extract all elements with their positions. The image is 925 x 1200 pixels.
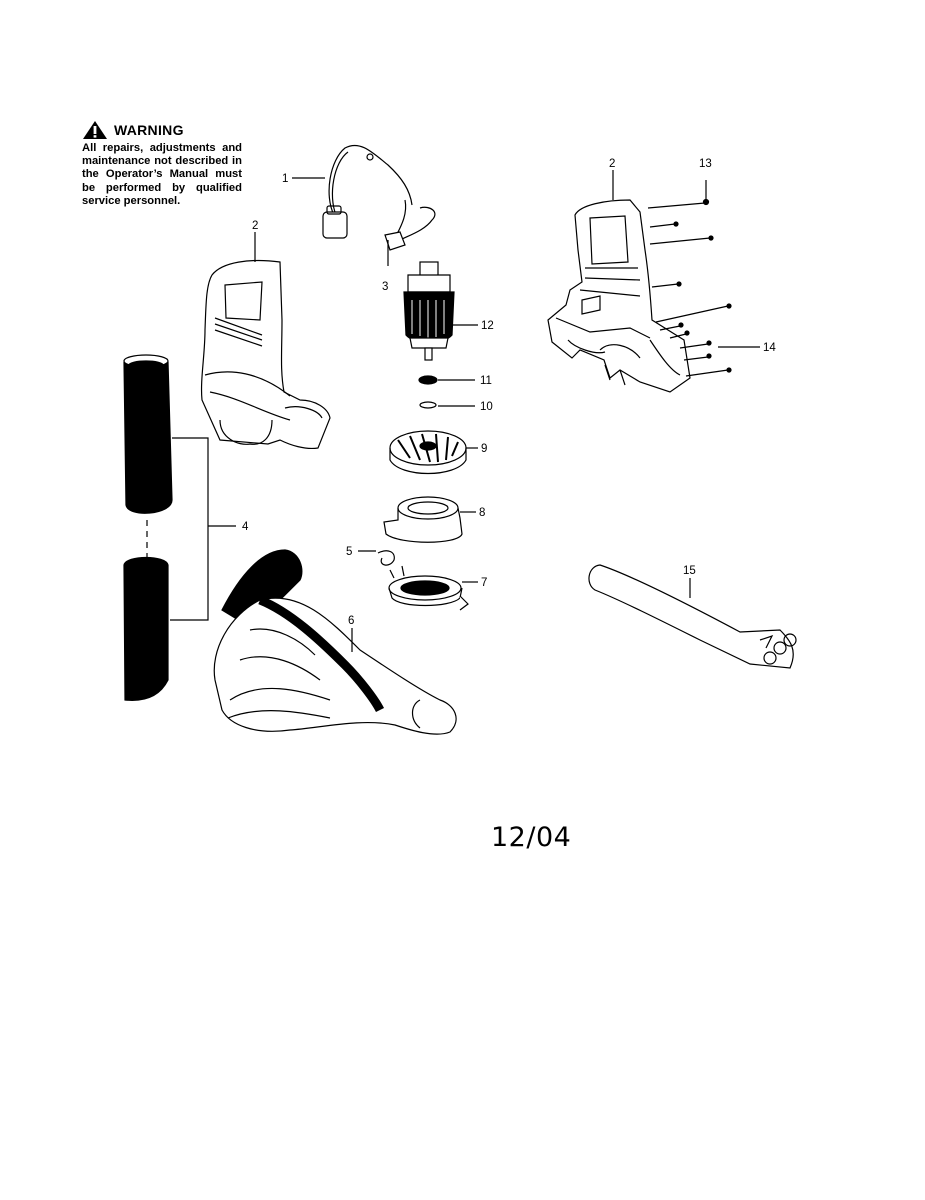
leader-lines: [255, 170, 760, 652]
callout-11: 11: [480, 375, 492, 387]
callout-4: 4: [242, 521, 249, 533]
callout-7: 7: [481, 577, 488, 589]
part-15-hose: [589, 565, 796, 668]
part-1-cord: [323, 145, 435, 250]
callout-9: 9: [481, 443, 488, 455]
part-2-housing: [202, 261, 330, 449]
part-2-right-housing: [548, 200, 690, 392]
callout-13: 13: [699, 158, 712, 170]
part-10-washer: [420, 402, 436, 408]
callout-3: 3: [382, 281, 389, 293]
part-7-cover: [389, 566, 468, 610]
date-code: 12/04: [491, 822, 572, 853]
part-5-clip: [378, 551, 394, 565]
callout-2-left: 2: [252, 220, 259, 232]
callout-10: 10: [480, 401, 493, 413]
callout-14: 14: [763, 342, 776, 354]
warning-text: All repairs, adjustments and maintenance not described in the Operator’s Manual must be performed by qualified service personnel.: [82, 142, 242, 207]
warning-title: WARNING: [114, 122, 184, 138]
part-12-motor: [404, 262, 454, 360]
callout-8: 8: [479, 507, 486, 519]
part-8-ring: [384, 497, 462, 542]
part-11-washer: [419, 376, 437, 384]
callout-labels: [242, 158, 776, 627]
callout-1: 1: [282, 173, 289, 185]
callout-6: 6: [348, 615, 355, 627]
callout-2-right: 2: [609, 158, 616, 170]
callout-15: 15: [683, 565, 696, 577]
part-9-impeller: [390, 431, 466, 474]
callout-12: 12: [481, 320, 494, 332]
callout-5: 5: [346, 546, 353, 558]
